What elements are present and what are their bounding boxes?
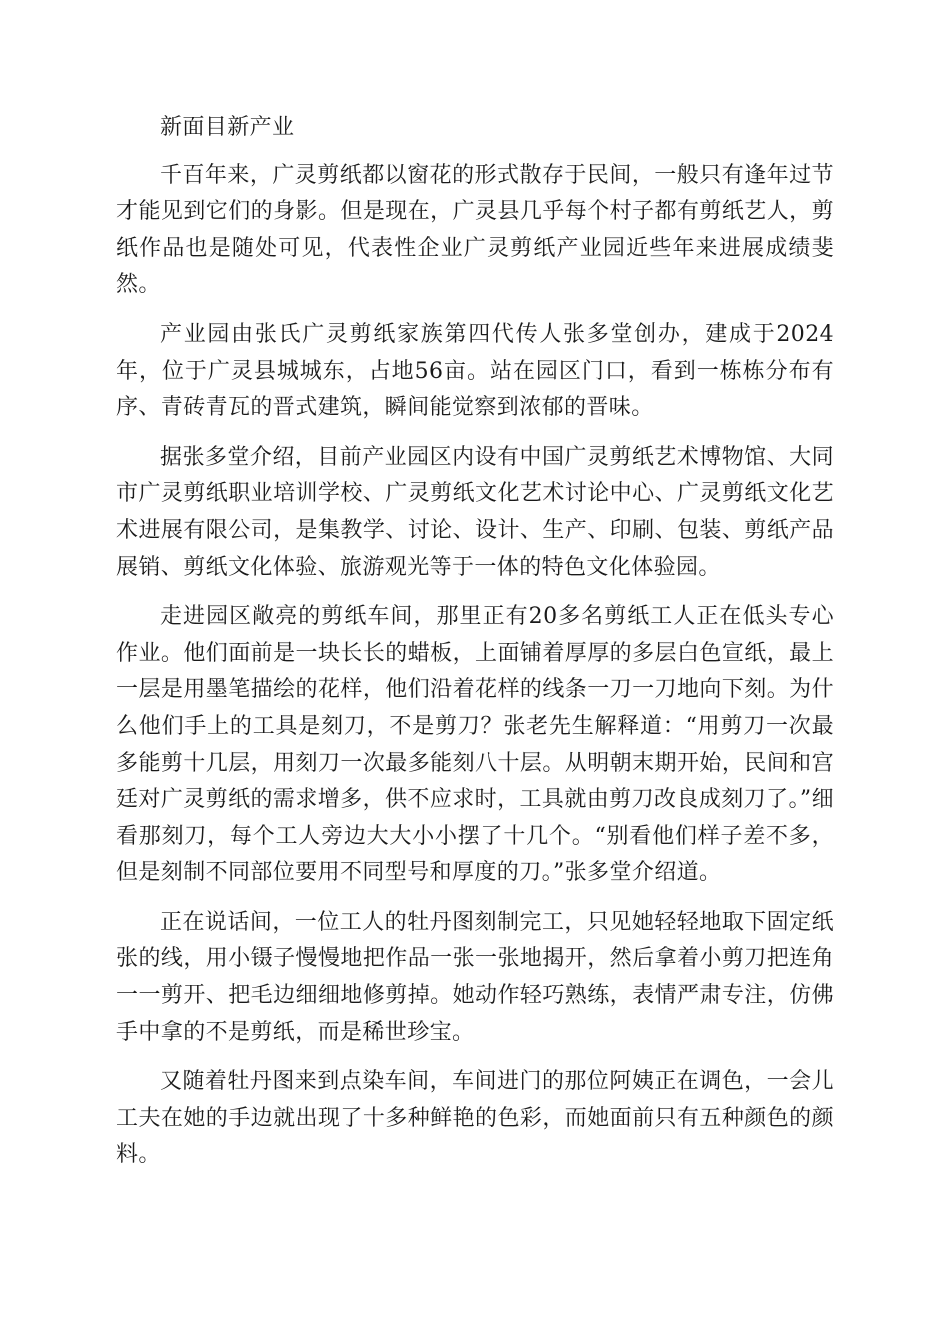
paragraph-3: 据张多堂介绍，目前产业园区内设有中国广灵剪纸艺术博物馆、大同市广灵剪纸职业培训学校、广灵剪纸文化艺术讨论中心、广灵剪纸文化艺术进展有限公司，是集教学、讨论、设计、生产、印刷、包装、剪纸产品展销、剪纸文化体验、旅游观光等于一体的特色文化体验园。 (116, 444, 834, 580)
paragraph-2: 产业园由张氏广灵剪纸家族第四代传人张多堂创办，建成于2024年，位于广灵县城城东，占地56亩。站在园区门口，看到一栋栋分布有序、青砖青瓦的晋式建筑，瞬间能觉察到浓郁的晋味。 (116, 321, 834, 421)
paragraph-4: 走进园区敞亮的剪纸车间，那里正有20多名剪纸工人正在低头专心作业。他们面前是一块长长的蜡板，上面铺着厚厚的多层白色宣纸，最上一层是用墨笔描绘的花样，他们沿着花样的线条一刀一刀地向下刻。为什么他们手上的工具是刻刀，不是剪刀？张老先生解释道：“用剪刀一次最多能剪十几层，用刻刀一次最多能刻八十层。从明朝末期开始，民间和宫廷对广灵剪纸的需求增多，供不应求时，工具就由剪刀改良成刻刀了。”细看那刻刀，每个工人旁边大大小小摆了十几个。“别看他们样子差不多，但是刻制不同部位要用不同型号和厚度的刀。”张多堂介绍道。 (116, 604, 834, 886)
paragraph-1: 千百年来，广灵剪纸都以窗花的形式散存于民间，一般只有逢年过节才能见到它们的身影。但是现在，广灵县几乎每个村子都有剪纸艺人，剪纸作品也是随处可见，代表性企业广灵剪纸产业园近些年来进展成绩斐然。 (116, 162, 834, 298)
paragraph-5: 正在说话间，一位工人的牡丹图刻制完工，只见她轻轻地取下固定纸张的线，用小镊子慢慢地把作品一张一张地揭开，然后拿着小剪刀把连角一一剪开、把毛边细细地修剪掉。她动作轻巧熟练，表情严肃专注，仿佛手中拿的不是剪纸，而是稀世珍宝。 (116, 909, 834, 1045)
paragraph-6: 又随着牡丹图来到点染车间，车间进门的那位阿姨正在调色，一会儿工夫在她的手边就出现了十多种鲜艳的色彩，而她面前只有五种颜色的颜料。 (116, 1069, 834, 1168)
article-body (116, 110, 834, 1187)
section-heading: 新面目新产业 (160, 115, 295, 140)
